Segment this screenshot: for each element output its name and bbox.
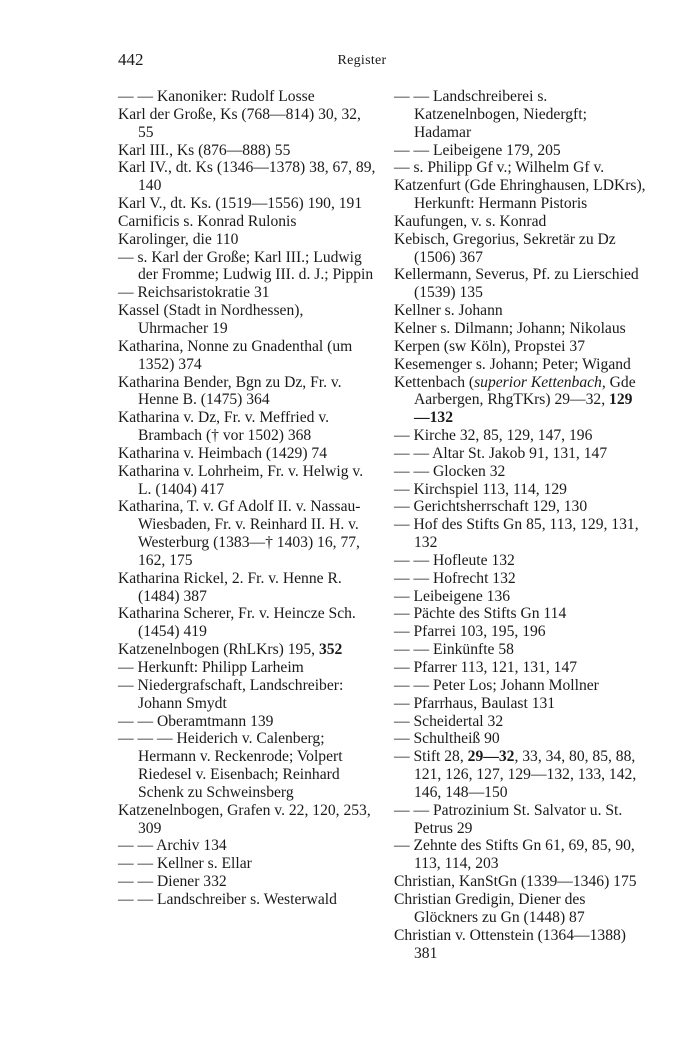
index-entry: Kassel (Stadt in Nordhessen), Uhrmacher 19 xyxy=(118,302,304,337)
index-entry: — Herkunft: Philipp Larheim xyxy=(118,659,304,676)
index-entry: Kellner s. Johann xyxy=(394,302,503,320)
index-entry: Katharina v. Dz, Fr. v. Meffried v. Brambach († vor 1502) 368 xyxy=(118,409,330,445)
index-entry: Katzenelnbogen (RhLKrs) 195, 352 xyxy=(118,641,343,659)
page-header xyxy=(118,50,606,72)
index-entry: — — Hofleute 132 xyxy=(394,551,515,569)
index-entry: — — Altar St. Jakob 91, 131, 147 xyxy=(394,444,608,462)
index-entry: Katharina, Nonne zu Gnadenthal (um 1352) 374 xyxy=(118,337,353,373)
page-number: 442 xyxy=(118,50,144,69)
index-entry: Christian, KanStGn (1339—1346) 175 xyxy=(394,873,637,891)
index-entry: Karl III., Ks (876—888) 55 xyxy=(118,141,291,159)
index-entry: Katharina Bender, Bgn zu Dz, Fr. v. Henne B. (1475) 364 xyxy=(118,373,342,409)
index-entry: Kaufungen, v. s. Konrad xyxy=(394,212,547,230)
index-entry: Katharina Scherer, Fr. v. Heincze Sch. (1454) 419 xyxy=(118,605,356,641)
index-entry: Kettenbach (superior Kettenbach, Gde Aarbergen, RhgTKrs) 29—32, 129—132 xyxy=(394,373,636,427)
index-entry: Kelner s. Dilmann; Johann; Nikolaus xyxy=(394,319,626,337)
running-title: Register xyxy=(337,53,387,68)
index-entry: Katzenfurt (Gde Ehringhausen, LDKrs), Herkunft: Hermann Pistoris xyxy=(394,177,646,213)
index-entry: — Scheidertal 32 xyxy=(394,712,504,730)
index-entry: — — Landschreiber s. Westerwald xyxy=(118,890,337,908)
index-entry: Karl IV., dt. Ks (1346—1378) 38, 67, 89, 140 xyxy=(118,159,376,195)
index-entry: — Schultheiß 90 xyxy=(394,730,500,748)
index-entry: Katharina v. Heimbach (1429) 74 xyxy=(118,444,327,462)
index-entry: — — Oberamtmann 139 xyxy=(118,712,274,730)
index-entry: Kesemenger s. Johann; Peter; Wigand xyxy=(394,355,631,373)
index-entry: — Pfarrei 103, 195, 196 xyxy=(394,623,546,641)
index-entry: — Reichsaristokratie 31 xyxy=(118,284,270,302)
index-entry: — — Patrozinium St. Salvator u. St. Petrus 29 xyxy=(394,801,623,837)
index-entry: Katharina, T. v. Gf Adolf II. v. Nassau-Wiesbaden, Fr. v. Reinhard II. H. v. Westerburg (1383—† 1403) 16, 77, 162, 175 xyxy=(118,498,361,569)
index-entry: — — Kanoniker: Rudolf Losse xyxy=(118,88,315,105)
index-entry: — s. Philipp Gf v.; Wilhelm Gf v. xyxy=(394,159,605,177)
index-entry: — Leibeigene 136 xyxy=(394,587,511,605)
index-entry: — Hof des Stifts Gn 85, 113, 129, 131, 132 xyxy=(394,516,639,552)
index-entry: Kebisch, Gregorius, Sekretär zu Dz (1506) 367 xyxy=(394,230,616,266)
index-entry: — — Leibeigene 179, 205 xyxy=(394,141,561,159)
index-entry: — — Hofrecht 132 xyxy=(394,569,516,587)
index-entry: Christian v. Ottenstein (1364—1388) 381 xyxy=(394,926,627,962)
index-entry: — s. Karl der Große; Karl III.; Ludwig der Fromme; Ludwig III. d. J.; Pippin xyxy=(118,248,374,284)
index-entry: — — — Heiderich v. Calenberg; Hermann v. Reckenrode; Volpert Riedesel v. Eisenbach; Reinhard Schenk zu Schweinsberg xyxy=(118,730,343,801)
index-entry: — Pfarrer 113, 121, 131, 147 xyxy=(394,659,578,676)
index-entry: — Kirche 32, 85, 129, 147, 196 xyxy=(394,427,593,445)
index-entry: — — Archiv 134 xyxy=(118,837,227,855)
index-column-right xyxy=(394,88,646,962)
index-entry: — — Kellner s. Ellar xyxy=(118,855,252,873)
index-entry: — — Einkünfte 58 xyxy=(394,641,514,659)
index-entry: — Niedergrafschaft, Landschreiber: Johann Smydt xyxy=(118,676,344,712)
index-entry: — Pächte des Stifts Gn 114 xyxy=(394,605,567,623)
index-entry: — Gerichtsherrschaft 129, 130 xyxy=(394,498,588,516)
index-entry: — — Peter Los; Johann Mollner xyxy=(394,676,599,694)
index-entry: — — Landschreiberei s. Katzenelnbogen, Niedergft; Hadamar xyxy=(394,88,587,141)
index-entry: Karolinger, die 110 xyxy=(118,230,239,248)
index-entry: Carnificis s. Konrad Rulonis xyxy=(118,212,297,230)
index-entry: Katharina v. Lohrheim, Fr. v. Helwig v. L. (1404) 417 xyxy=(118,462,364,498)
index-entry: Katharina Rickel, 2. Fr. v. Henne R. (1484) 387 xyxy=(118,569,342,605)
index-entry: Karl V., dt. Ks. (1519—1556) 190, 191 xyxy=(118,195,363,213)
index-entry: — — Diener 332 xyxy=(118,873,227,891)
index-entry: Kellermann, Severus, Pf. zu Lierschied (1539) 135 xyxy=(394,266,639,302)
index-entry: Kerpen (sw Köln), Propstei 37 xyxy=(394,337,585,355)
index-entry: Christian Gredigin, Diener des Glöckners zu Gn (1448) 87 xyxy=(394,890,586,926)
index-entry: — — Glocken 32 xyxy=(394,462,506,480)
index-entry: Katzenelnbogen, Grafen v. 22, 120, 253, 309 xyxy=(118,801,371,837)
index-column-left xyxy=(118,88,376,909)
index-entry: — Pfarrhaus, Baulast 131 xyxy=(394,694,556,712)
index-entry: — Kirchspiel 113, 114, 129 xyxy=(394,480,567,498)
index-entry: — Zehnte des Stifts Gn 61, 69, 85, 90, 113, 114, 203 xyxy=(394,837,635,873)
index-entry: Karl der Große, Ks (768—814) 30, 32, 55 xyxy=(118,105,361,141)
index-entry: — Stift 28, 29—32, 33, 34, 80, 85, 88, 121, 126, 127, 129—132, 133, 142, 146, 148—150 xyxy=(394,748,637,801)
